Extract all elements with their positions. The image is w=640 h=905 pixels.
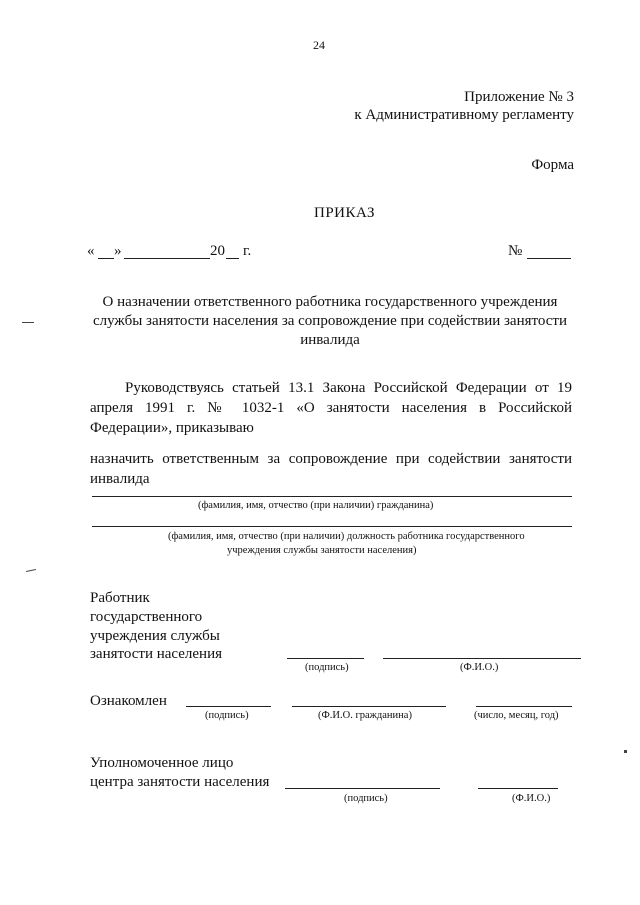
acquainted-date-caption: (число, месяц, год): [474, 710, 559, 721]
acquainted-fio-field[interactable]: [292, 706, 446, 707]
authorized-fio-field[interactable]: [478, 788, 558, 789]
authorized-label-line-2: центра занятости населения: [90, 774, 270, 790]
acquainted-signature-caption: (подпись): [205, 710, 249, 721]
order-subject: О назначении ответственного работника государственного учреждения службы занятости населения за сопровождение при содействии занятости инвалида: [92, 294, 567, 348]
worker-signature-caption: (подпись): [305, 662, 349, 673]
date-quote-open: «: [87, 243, 95, 259]
date-year-prefix: 20: [210, 243, 225, 259]
worker-name-field[interactable]: [92, 526, 572, 527]
authorized-label-line-1: Уполномоченное лицо: [90, 755, 234, 771]
citizen-name-field[interactable]: [92, 496, 572, 497]
worker-signature-field[interactable]: [287, 658, 364, 659]
form-label: Форма: [531, 157, 574, 173]
appendix-line-2: к Административному регламенту: [354, 107, 574, 123]
date-year-blank[interactable]: [226, 258, 239, 259]
authorized-signature-caption: (подпись): [344, 793, 388, 804]
authorized-signature-field[interactable]: [285, 788, 440, 789]
scan-mark: [624, 750, 627, 753]
date-quote-close: »: [114, 243, 122, 259]
worker-name-caption-line-2: учреждения службы занятости населения): [227, 545, 417, 556]
scan-mark: [22, 322, 34, 323]
worker-fio-caption: (Ф.И.О.): [460, 662, 499, 673]
worker-label-line-3: учреждения службы: [90, 628, 220, 644]
order-appointment-paragraph: назначить ответственным за сопровождение при содействии занятости инвалида: [90, 451, 572, 487]
order-number-sign: №: [508, 243, 523, 259]
acquainted-label: Ознакомлен: [90, 693, 167, 709]
authorized-fio-caption: (Ф.И.О.): [512, 793, 551, 804]
acquainted-fio-caption: (Ф.И.О. гражданина): [318, 710, 412, 721]
date-year-suffix: г.: [243, 243, 252, 259]
worker-label-line-4: занятости населения: [90, 646, 223, 662]
scan-mark: [26, 569, 36, 572]
order-basis-paragraph: Руководствуясь статьей 13.1 Закона Российской Федерации от 19 апреля 1991 г. № 1032-1 «О занятости населения в Российской Федерации», приказываю: [90, 380, 572, 436]
page-number: 24: [313, 38, 325, 52]
acquainted-date-field[interactable]: [476, 706, 572, 707]
worker-label-line-2: государственного: [90, 609, 203, 625]
order-number-blank[interactable]: [527, 258, 571, 259]
worker-label-line-1: Работник: [90, 590, 150, 606]
date-month-blank[interactable]: [124, 258, 210, 259]
date-day-blank[interactable]: [98, 258, 114, 259]
document-title: ПРИКАЗ: [314, 205, 375, 221]
appendix-line-1: Приложение № 3: [464, 89, 574, 105]
citizen-name-caption: (фамилия, имя, отчество (при наличии) гражданина): [198, 500, 434, 511]
worker-fio-field[interactable]: [383, 658, 581, 659]
worker-name-caption-line-1: (фамилия, имя, отчество (при наличии) должность работника государственного: [168, 531, 525, 542]
acquainted-signature-field[interactable]: [186, 706, 271, 707]
